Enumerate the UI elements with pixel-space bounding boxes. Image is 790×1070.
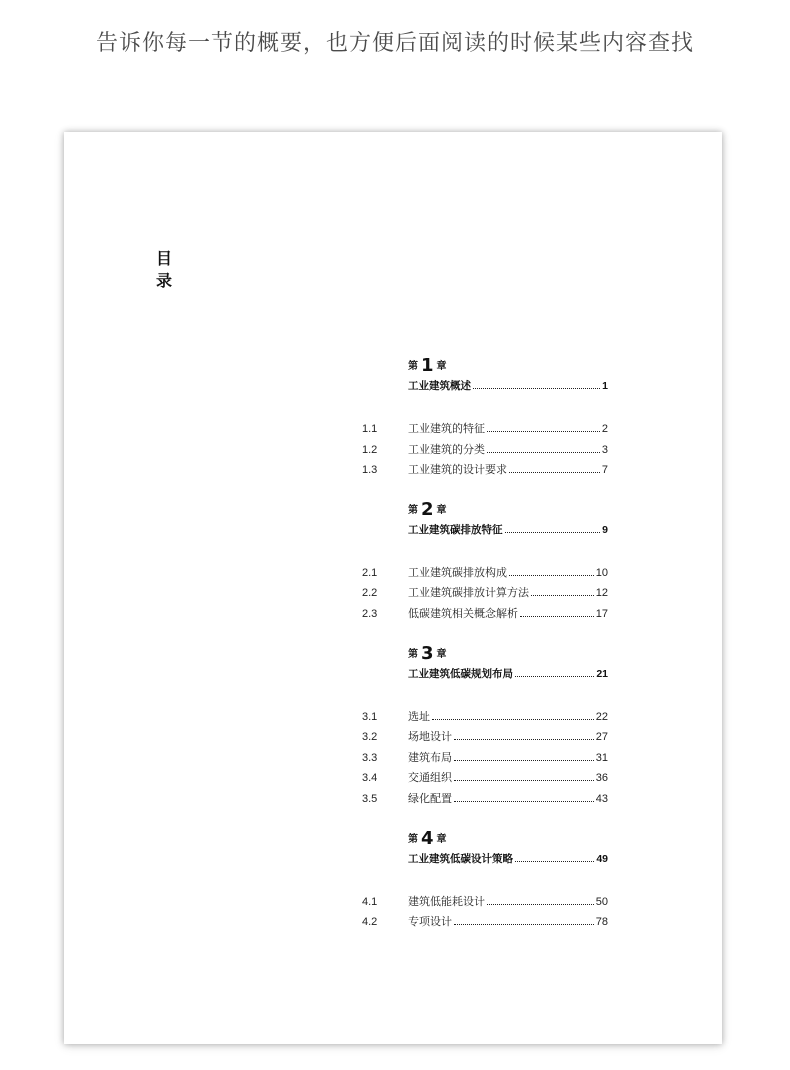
chapter-2-entry[interactable] bbox=[408, 498, 612, 564]
section-page-number: 3 bbox=[601, 443, 608, 456]
section-number: 3.2 bbox=[362, 731, 378, 744]
chapter-suffix: 章 bbox=[436, 833, 447, 845]
section-title: 建筑低能耗设计 bbox=[408, 894, 485, 908]
dot-leader bbox=[487, 422, 600, 432]
section-title: 交通组织 bbox=[408, 771, 452, 785]
section-number: 4.2 bbox=[362, 916, 378, 929]
section-number: 3.3 bbox=[362, 751, 378, 764]
section-number: 2.2 bbox=[362, 587, 378, 600]
dot-leader bbox=[515, 667, 594, 677]
section-number: 4.1 bbox=[362, 895, 378, 908]
chapter-label bbox=[408, 498, 612, 522]
section-page-number: 17 bbox=[595, 607, 608, 620]
dot-leader bbox=[454, 771, 594, 781]
section-page-number: 10 bbox=[595, 566, 608, 579]
toc-section-row[interactable] bbox=[362, 605, 612, 626]
dot-leader bbox=[509, 566, 594, 576]
section-number: 2.3 bbox=[362, 607, 378, 620]
toc-heading-char: 目 bbox=[156, 249, 173, 268]
chapter-label bbox=[408, 827, 612, 851]
section-number: 3.4 bbox=[362, 772, 378, 785]
section-title: 低碳建筑相关概念解析 bbox=[408, 606, 518, 620]
dot-leader bbox=[454, 792, 594, 802]
chapter-prefix: 第 bbox=[408, 361, 418, 372]
chapter-page-number: 21 bbox=[596, 667, 608, 680]
toc-heading bbox=[156, 248, 176, 292]
dot-leader bbox=[515, 852, 594, 862]
section-number: 3.5 bbox=[362, 792, 378, 805]
section-title: 建筑布局 bbox=[408, 750, 452, 764]
section-title: 工业建筑的分类 bbox=[408, 442, 485, 456]
chapter-1-entry[interactable] bbox=[408, 354, 612, 420]
section-page-number: 78 bbox=[595, 916, 608, 929]
section-title: 专项设计 bbox=[408, 915, 452, 929]
section-title: 工业建筑的特征 bbox=[408, 422, 485, 435]
chapter-suffix: 章 bbox=[436, 504, 447, 516]
document-page bbox=[64, 132, 722, 1044]
chapter-title-row bbox=[408, 851, 608, 866]
toc-section-row[interactable] bbox=[362, 420, 612, 441]
section-page-number: 12 bbox=[595, 587, 608, 600]
chapter-title: 工业建筑碳排放特征 bbox=[408, 523, 503, 536]
dot-leader bbox=[520, 607, 594, 617]
chapter-label bbox=[408, 354, 612, 378]
toc-section-row[interactable] bbox=[362, 749, 612, 770]
section-number: 3.1 bbox=[362, 710, 378, 723]
section-title: 工业建筑的设计要求 bbox=[408, 463, 507, 477]
section-page-number: 50 bbox=[595, 895, 608, 908]
chapter-prefix: 第 bbox=[408, 648, 418, 660]
dot-leader bbox=[509, 463, 600, 473]
chapter-suffix: 章 bbox=[436, 648, 447, 660]
section-page-number: 22 bbox=[595, 710, 608, 723]
section-title: 绿化配置 bbox=[408, 791, 452, 805]
toc-heading-char: 录 bbox=[156, 271, 173, 290]
chapter-page-number: 9 bbox=[602, 523, 608, 536]
dot-leader bbox=[487, 443, 600, 453]
chapter-4-entry[interactable] bbox=[408, 827, 612, 893]
dot-leader bbox=[432, 710, 594, 720]
section-title: 选址 bbox=[408, 709, 430, 723]
table-of-contents bbox=[362, 354, 612, 934]
chapter-title: 工业建筑低碳设计策略 bbox=[408, 852, 513, 865]
section-page-number: 43 bbox=[595, 792, 608, 805]
section-page-number: 31 bbox=[595, 751, 608, 764]
toc-section-row[interactable] bbox=[362, 708, 612, 729]
dot-leader bbox=[454, 751, 594, 761]
chapter-page-number: 1 bbox=[602, 380, 608, 392]
chapter-title-row bbox=[408, 666, 608, 681]
chapter-3-entry[interactable] bbox=[408, 642, 612, 708]
toc-section-row[interactable] bbox=[362, 564, 612, 585]
toc-section-row[interactable] bbox=[362, 728, 612, 749]
dot-leader bbox=[487, 895, 594, 905]
chapter-title-row bbox=[408, 378, 608, 393]
chapter-number: 1 bbox=[421, 355, 434, 376]
section-title: 场地设计 bbox=[408, 730, 452, 744]
chapter-title-row bbox=[408, 522, 608, 537]
caption-text: 告诉你每一节的概要，也方便后面阅读的时候某些内容查找 bbox=[95, 31, 694, 56]
section-number: 1.1 bbox=[362, 423, 378, 435]
chapter-number: 3 bbox=[421, 642, 434, 664]
toc-section-row[interactable] bbox=[362, 584, 612, 605]
section-number: 1.2 bbox=[362, 443, 378, 456]
section-page-number: 7 bbox=[601, 464, 608, 477]
chapter-prefix: 第 bbox=[408, 504, 418, 516]
section-page-number: 27 bbox=[595, 731, 608, 744]
chapter-title: 工业建筑概述 bbox=[408, 380, 471, 392]
chapter-page-number: 49 bbox=[596, 852, 608, 865]
chapter-label bbox=[408, 642, 612, 666]
chapter-number: 4 bbox=[421, 827, 434, 849]
dot-leader bbox=[531, 586, 594, 596]
dot-leader bbox=[505, 523, 601, 533]
toc-section-row[interactable] bbox=[362, 461, 612, 482]
section-title: 工业建筑碳排放计算方法 bbox=[408, 586, 529, 600]
section-title: 工业建筑碳排放构成 bbox=[408, 565, 507, 579]
toc-section-row[interactable] bbox=[362, 790, 612, 811]
chapter-prefix: 第 bbox=[408, 833, 418, 845]
toc-section-row[interactable] bbox=[362, 769, 612, 790]
section-number: 1.3 bbox=[362, 464, 378, 477]
toc-section-row[interactable] bbox=[362, 913, 612, 934]
dot-leader bbox=[454, 730, 594, 740]
chapter-suffix: 章 bbox=[436, 361, 447, 372]
dot-leader bbox=[473, 379, 600, 389]
section-page-number: 2 bbox=[601, 423, 608, 435]
dot-leader bbox=[454, 915, 594, 925]
chapter-number: 2 bbox=[421, 498, 434, 520]
section-number: 2.1 bbox=[362, 566, 378, 579]
toc-section-row[interactable] bbox=[362, 893, 612, 914]
chapter-title: 工业建筑低碳规划布局 bbox=[408, 667, 513, 680]
toc-section-row[interactable] bbox=[362, 441, 612, 462]
section-page-number: 36 bbox=[595, 772, 608, 785]
